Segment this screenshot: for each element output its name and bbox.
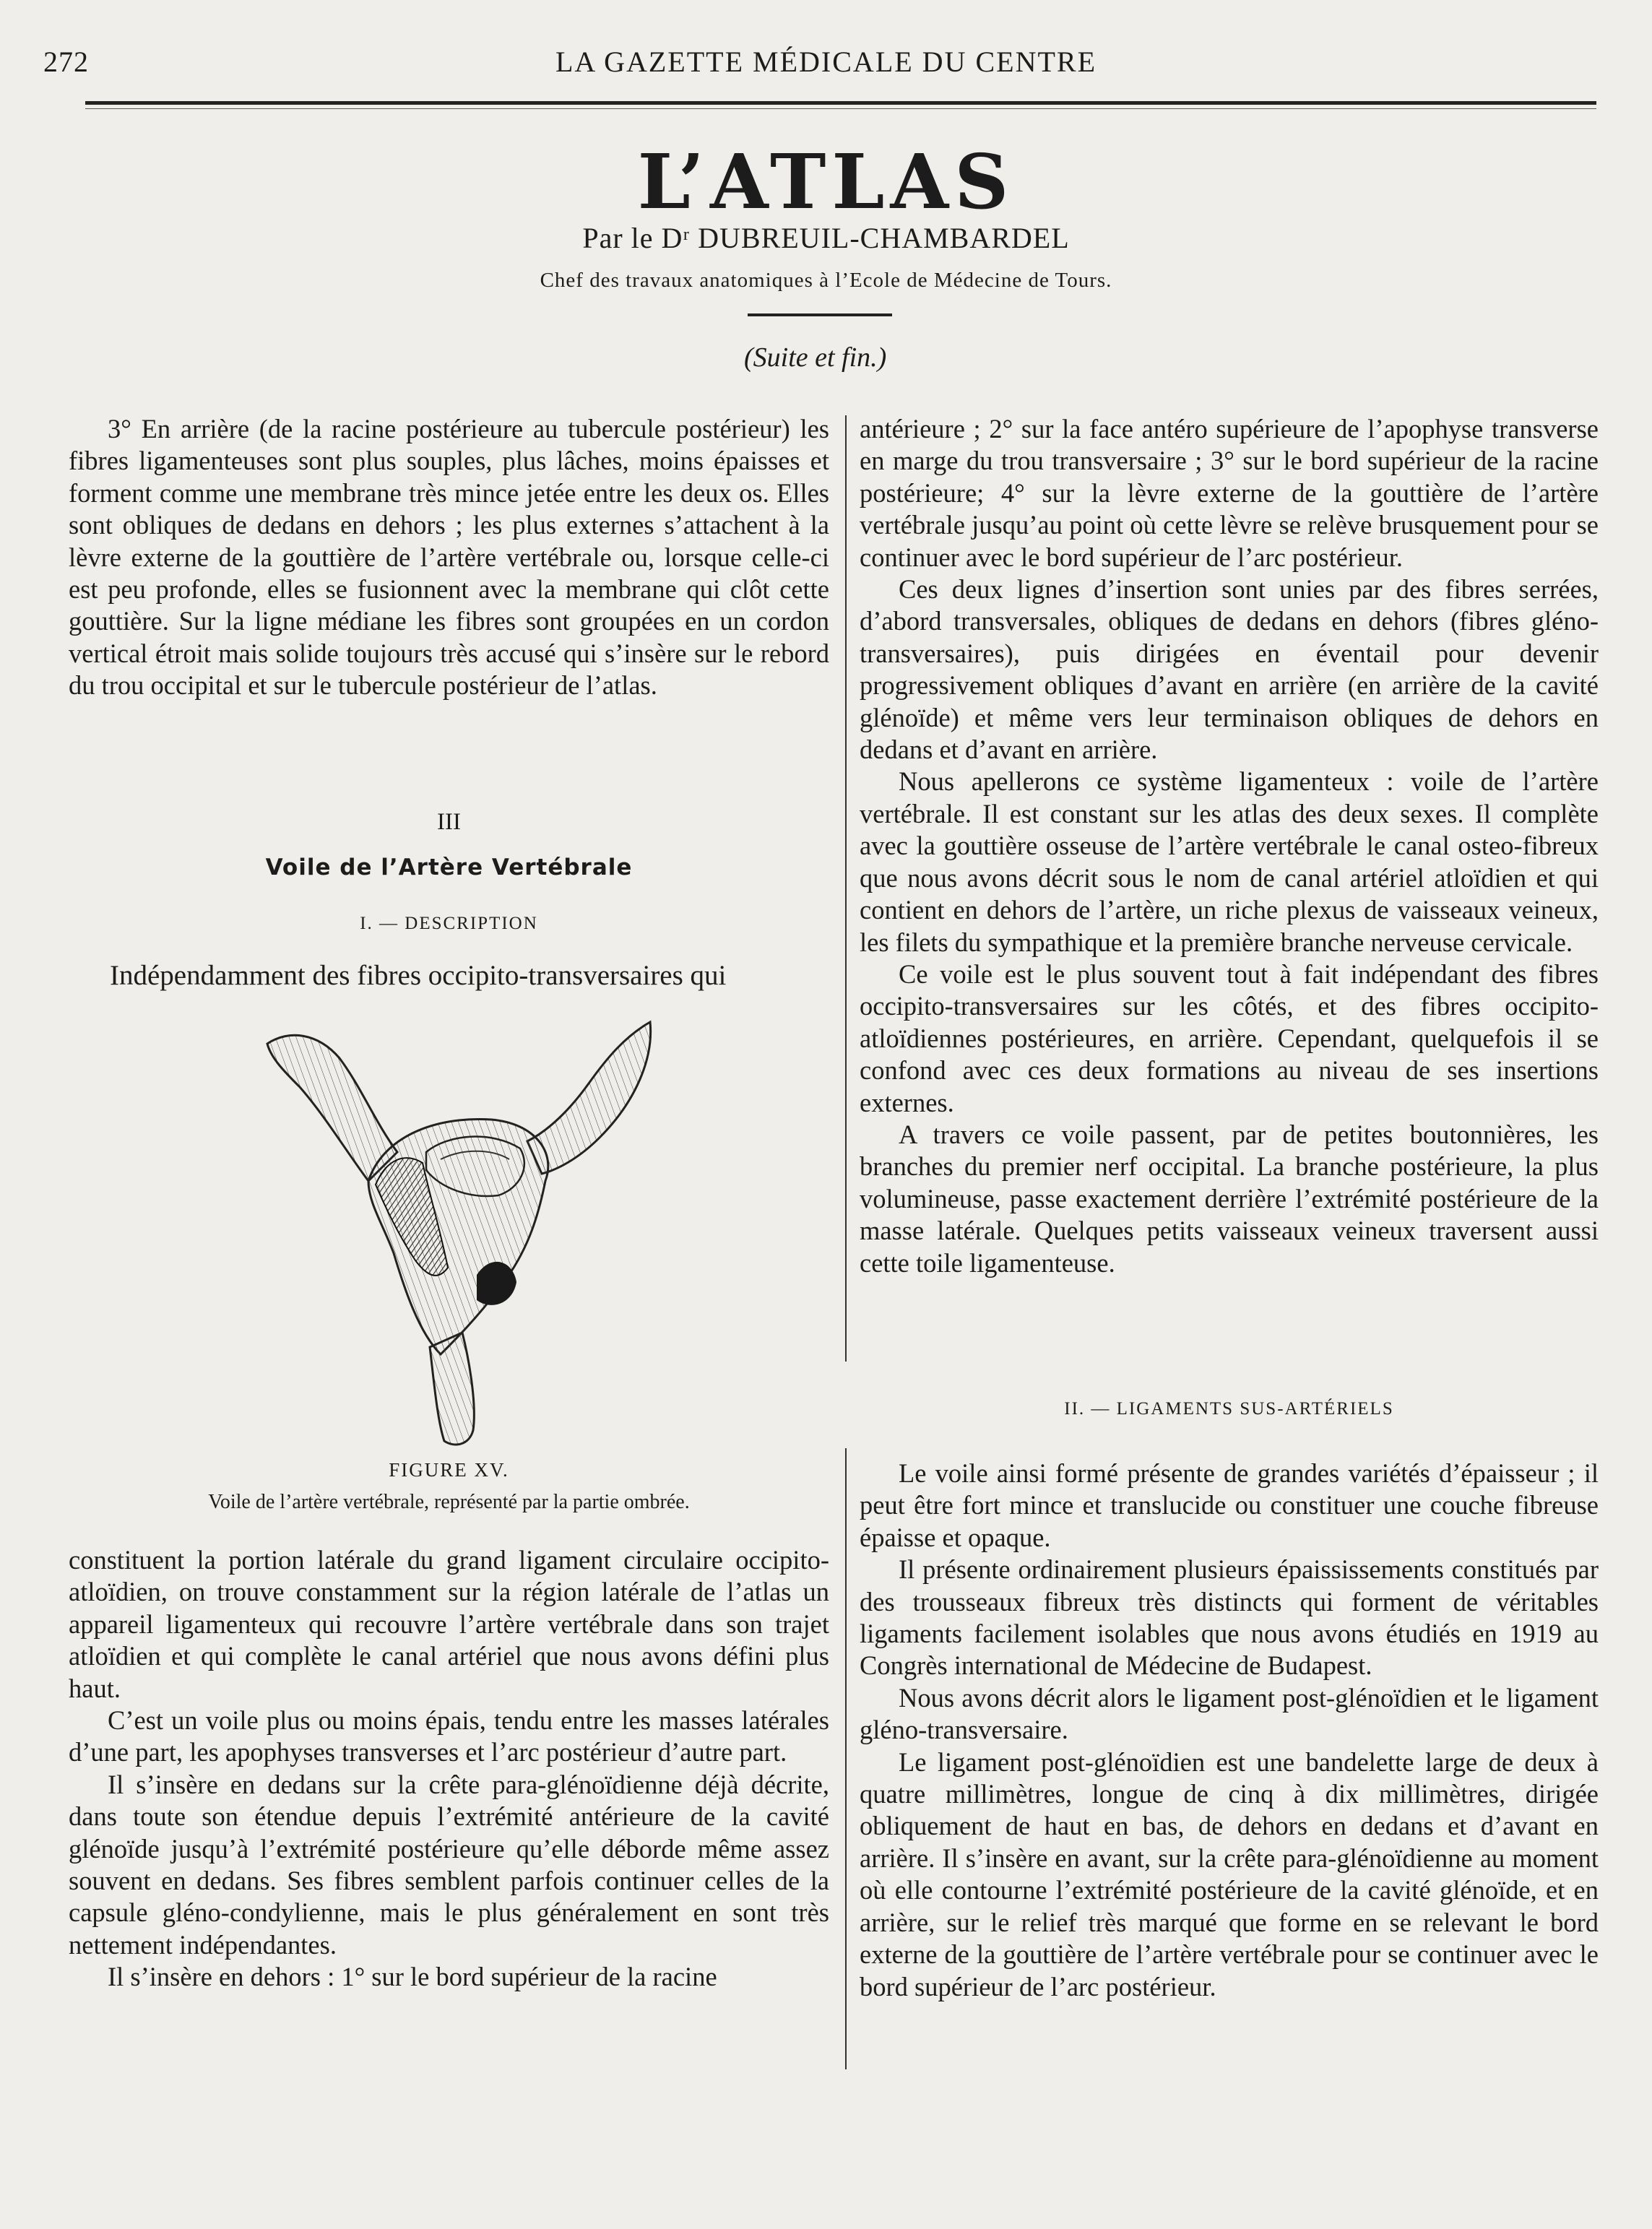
column-divider-lower <box>845 1448 847 2069</box>
paragraph: Il s’insère en dedans sur la crête para-glénoïdienne déjà décrite, dans toute son étendue depuis l’extrémité antérieure de la cavité glénoïde jusqu’à l’extrémité postérieure qu’elle déborde même assez souvent en dedans. Ses fibres semblent parfois continuer celles de la capsule gléno-condylienne, mais le plus généralement en sont très nettement indépendantes. <box>69 1769 829 1960</box>
header-rule-thin <box>85 108 1596 109</box>
paragraph: A travers ce voile passent, par de petites boutonnières, les branches du premier nerf occipital. La branche postérieure, la plus volumineuse, passe exactement derrière l’extrémité postérieure de la masse latérale. Quelques petits vaisseaux veineux traversent aussi cette toile ligamenteuse. <box>860 1119 1599 1278</box>
paragraph: constituent la portion latérale du grand ligament circulaire occipito-atloïdien, on trouve constamment sur la région latérale de l’atlas un appareil ligamenteux qui recouvre l’artère vertébrale dans son trajet atloïdien et qui complète le canal artériel que nous avons défini plus haut. <box>69 1545 829 1703</box>
author-affiliation: Chef des travaux anatomiques à l’Ecole de Médecine de Tours. <box>540 269 1112 292</box>
atlas-engraving-figure <box>260 1015 672 1448</box>
paragraph: Il présente ordinairement plusieurs épaississements constitués par des trousseaux fibreux très distincts qui forment de véritables ligaments facilement isolables que nous avons étudiés en 1919 au Congrès international de Médecine de Budapest. <box>860 1554 1599 1681</box>
paragraph: Nous avons décrit alors le ligament post-glénoïdien et le ligament gléno-transversaire. <box>860 1682 1599 1745</box>
figure-caption: Voile de l’artère vertébrale, représenté par la partie ombrée. <box>208 1491 690 1513</box>
subsection-heading-ligaments: II. — LIGAMENTS SUS-ARTÉRIELS <box>1064 1399 1394 1419</box>
right-column-bottom <box>860 1458 1599 2003</box>
column-divider <box>845 415 847 1362</box>
paragraph: Il s’insère en dehors : 1° sur le bord supérieur de la racine <box>108 1962 717 1992</box>
article-title: L’ATLAS <box>637 137 1015 226</box>
left-column-top <box>69 413 829 702</box>
intro-line: Indépendamment des fibres occipito-transversaires qui <box>110 960 727 991</box>
section-heading: Voile de l’Artère Vertébrale <box>265 854 633 880</box>
paragraph: antérieure ; 2° sur la face antéro supérieure de l’apophyse transverse en marge du trou transversaire ; 3° sur le bord supérieur de la racine postérieure; 4° sur la lèvre externe de la gouttière de l’artère vertébrale jusqu’au point où cette lèvre se relève brusquement pour se continuer avec le bord supérieur de l’arc postérieur. <box>860 414 1599 572</box>
continued-note: (Suite et fin.) <box>744 342 887 373</box>
page-number: 272 <box>43 46 89 78</box>
article-byline: Par le Dʳ DUBREUIL-CHAMBARDEL <box>582 222 1070 254</box>
right-column-top <box>860 413 1599 1279</box>
left-column-bottom <box>69 1544 829 1994</box>
paragraph: Le ligament post-glénoïdien est une bandelette large de deux à quatre millimètres, longue de cinq à dix millimètres, dirigée obliquement de haut en bas, de dehors en dedans et d’avant en arrière. Il s’insère en avant, sur la crête para-glénoïdienne au moment où elle contourne l’extrémité postérieure de la cavité glénoïde, et en arrière, sur le relief très marqué que forme en se relevant le bord externe de la gouttière de l’artère vertébrale pour se continuer avec le bord supérieur de l’arc postérieur. <box>860 1747 1599 2001</box>
paragraph: Ces deux lignes d’insertion sont unies par des fibres serrées, d’abord transversales, obliques de dedans en dehors (fibres gléno-transversaires), puis dirigées en éventail pour devenir progressivement obliques d’avant en arrière (en arrière de la cavité glénoïde) et même vers leur terminaison obliques de dehors en dedans et d’avant en arrière. <box>860 574 1599 765</box>
paragraph: Le voile ainsi formé présente de grandes variétés d’épaisseur ; il peut être fort mince et translucide ou constituer une couche fibreuse épaisse et opaque. <box>860 1458 1599 1552</box>
subsection-heading: I. — DESCRIPTION <box>360 914 538 933</box>
figure-label: FIGURE XV. <box>389 1459 509 1481</box>
section-numeral: III <box>437 809 461 835</box>
paragraph: 3° En arrière (de la racine postérieure au tubercule postérieur) les fibres ligamenteuses sont plus souples, plus lâches, moins épaisses et forment comme une membrane très mince jetée entre les deux os. Elles sont obliques de dedans en dehors ; les plus externes s’attachent à la lèvre externe de la gouttière de l’artère vertébrale ou, lorsque celle-ci est peu profonde, elles se fusionnent avec la membrane qui clôt cette gouttière. Sur la ligne médiane les fibres sont groupées en un cordon vertical étroit mais solide toujours très accusé qui s’insère sur le rebord du trou occipital et sur le tubercule postérieur de l’atlas. <box>69 414 829 701</box>
running-head: LA GAZETTE MÉDICALE DU CENTRE <box>555 46 1097 78</box>
header-rule <box>85 101 1596 105</box>
title-rule <box>748 313 892 316</box>
paragraph: C’est un voile plus ou moins épais, tendu entre les masses latérales d’une part, les apophyses transverses et l’arc postérieur d’autre part. <box>69 1705 829 1767</box>
paragraph: Nous apellerons ce système ligamenteux : voile de l’artère vertébrale. Il est constant sur les atlas des deux sexes. Il complète avec la gouttière osseuse de l’artère vertébrale le canal osteo-fibreux que nous avons décrit sous le nom de canal artériel atloïdien et qui contient en dehors de l’artère, un riche plexus de vaisseaux veineux, les filets du sympathique et la première branche nerveuse cervicale. <box>860 766 1599 957</box>
paragraph: Ce voile est le plus souvent tout à fait indépendant des fibres occipito-transversaires sur les côtés, et des fibres occipito-atloïdiennes postérieures, en arrière. Cependant, quelquefois il se confond avec ces deux formations au niveau de ses insertions externes. <box>860 958 1599 1117</box>
